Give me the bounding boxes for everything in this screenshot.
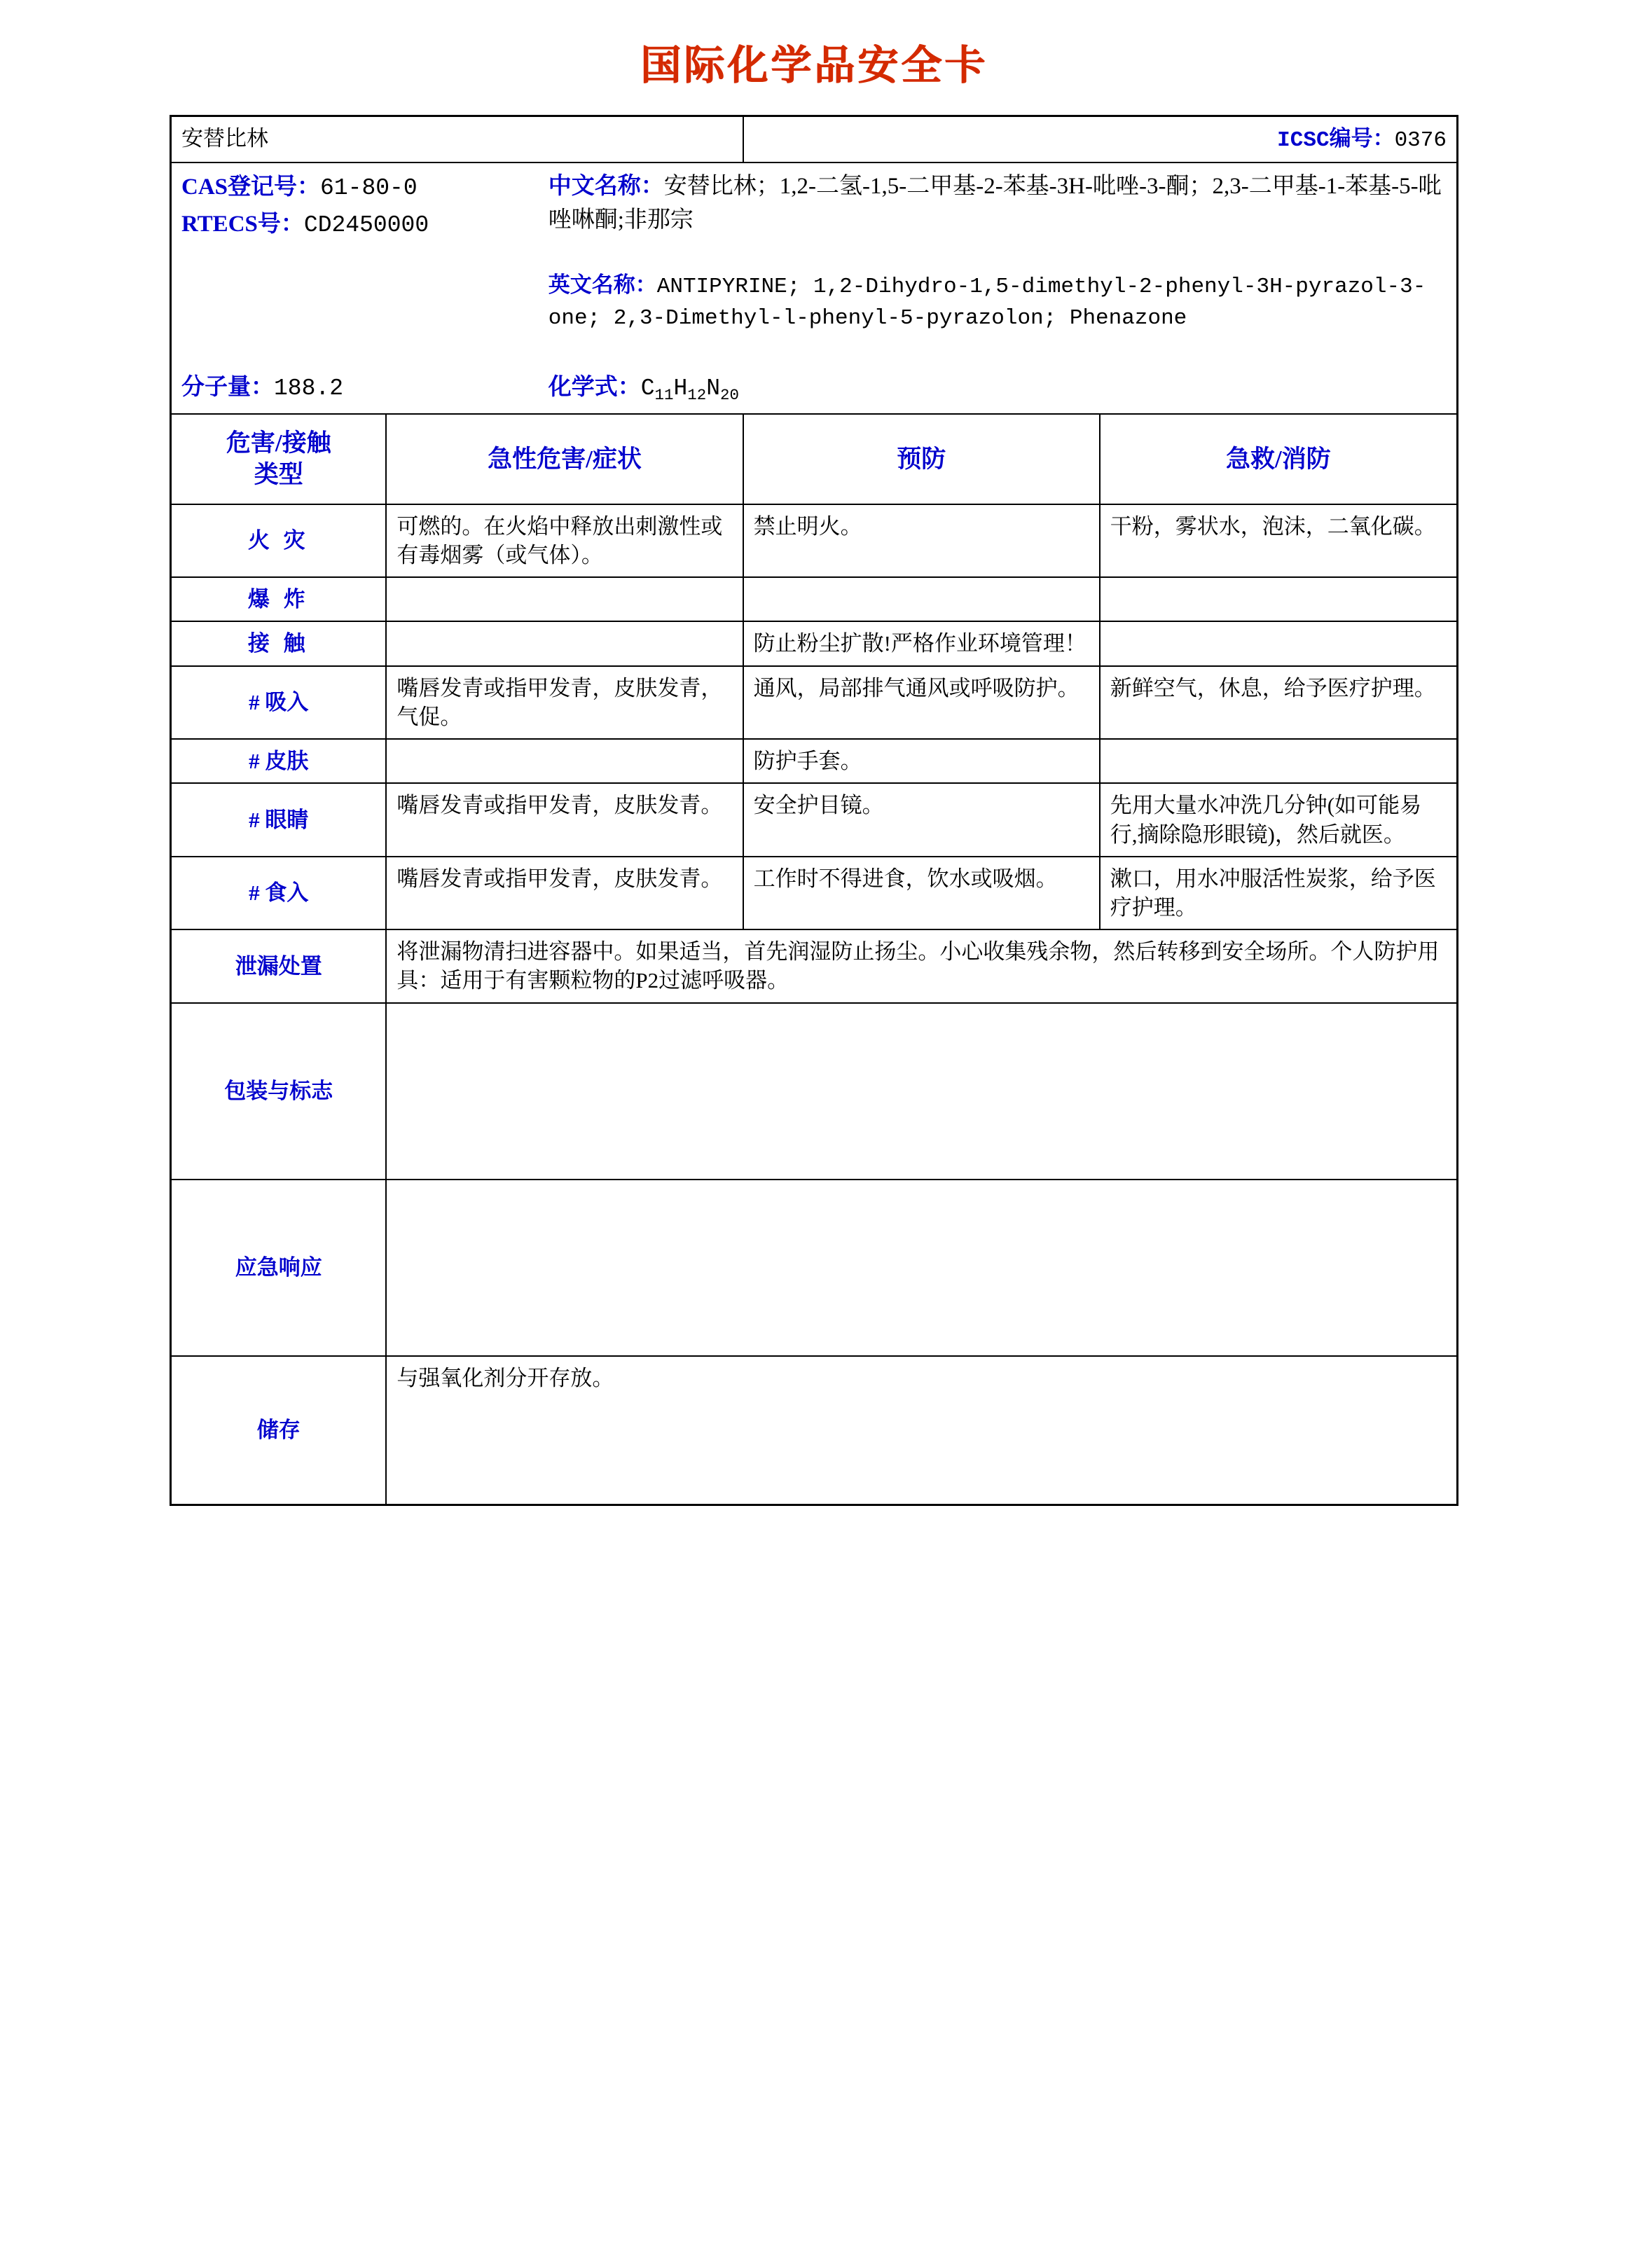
row-label-explosion: 爆 炸 <box>172 577 386 621</box>
cell-fire-firstaid: 干粉，雾状水，泡沫，二氧化碳。 <box>1100 504 1456 577</box>
rtecs-label: RTECS号： <box>181 211 304 237</box>
cell-ingestion-prevention: 工作时不得进食，饮水或吸烟。 <box>743 857 1100 929</box>
row-label-skin: # 皮肤 <box>172 739 386 783</box>
table-row <box>172 783 1456 856</box>
cell-ingestion-acute: 嘴唇发青或指甲发青，皮肤发青。 <box>386 857 743 929</box>
table-row <box>172 1356 1456 1504</box>
cell-exposure-acute <box>386 621 743 665</box>
cell-inhalation-acute: 嘴唇发青或指甲发青，皮肤发青，气促。 <box>386 666 743 739</box>
header-acute-hazards: 急性危害/症状 <box>386 414 743 504</box>
table-row <box>172 739 1456 783</box>
cell-fire-prevention: 禁止明火。 <box>743 504 1100 577</box>
mw-value: 188.2 <box>274 375 344 401</box>
row-label-fire: 火 灾 <box>172 504 386 577</box>
hazard-header-row <box>172 414 1456 504</box>
table-row <box>172 1003 1456 1180</box>
table-row <box>172 577 1456 621</box>
row-label-eyes: # 眼睛 <box>172 783 386 856</box>
cell-explosion-firstaid <box>1100 577 1456 621</box>
chinese-names-line <box>549 170 1447 237</box>
cell-ingestion-firstaid: 漱口，用水冲服活性炭浆，给予医疗护理。 <box>1100 857 1456 929</box>
molecular-weight-line <box>181 373 549 406</box>
icsc-number-cell <box>743 117 1456 163</box>
formula-value: $C_{11}H_{12}N_{20}$ <box>640 375 739 404</box>
cell-explosion-prevention <box>743 577 1100 621</box>
table-row <box>172 929 1456 1002</box>
icsc-label: ICSC编号： <box>1277 128 1395 153</box>
cas-label: CAS登记号： <box>181 174 321 200</box>
cell-exposure-prevention: 防止粉尘扩散!严格作业环境管理！ <box>743 621 1100 665</box>
document-title: 国际化学品安全卡 <box>640 43 988 88</box>
row-label-storage: 储存 <box>172 1356 386 1504</box>
cn-names-value: 安替比林；1,2-二氢-1,5-二甲基-2-苯基-3H-吡唑-3-酮；2,3-二甲基-1-苯基-5-吡唑啉酮;非那宗 <box>548 174 1442 233</box>
icsc-value: 0376 <box>1394 128 1447 153</box>
cell-packaging-content <box>386 1003 1456 1180</box>
english-names-line <box>549 270 1447 335</box>
rtecs-line <box>181 207 549 243</box>
row-label-exposure: 接 触 <box>172 621 386 665</box>
cell-skin-prevention: 防护手套。 <box>743 739 1100 783</box>
table-row <box>172 621 1456 665</box>
header-prevention: 预防 <box>743 414 1100 504</box>
en-names-value: ANTIPYRINE; 1,2-Dihydro-1,5-dimethyl-2-phenyl-3H-pyrazol-3-one; 2,3-Dimethyl-l-phenyl-5-pyrazolon; Phenazone <box>548 274 1426 331</box>
cell-fire-acute: 可燃的。在火焰中释放出刺激性或有毒烟雾（或气体）。 <box>386 504 743 577</box>
identification-block <box>172 163 1456 414</box>
cas-value: 61-80-0 <box>320 175 418 202</box>
cn-name-label: 中文名称： <box>548 174 664 200</box>
formula-label: 化学式： <box>548 374 641 400</box>
page <box>0 32 1628 2268</box>
card-header-row <box>172 117 1456 163</box>
cas-line <box>181 170 549 206</box>
cell-eyes-prevention: 安全护目镜。 <box>743 783 1100 856</box>
table-row <box>172 1180 1456 1356</box>
cell-spillage-content: 将泄漏物清扫进容器中。如果适当，首先润湿防止扬尘。小心收集残余物，然后转移到安全场所。个人防护用具：适用于有害颗粒物的P2过滤呼吸器。 <box>386 929 1456 1002</box>
row-label-ingestion: # 食入 <box>172 857 386 929</box>
table-row <box>172 857 1456 929</box>
safety-card <box>170 115 1458 1506</box>
cell-eyes-acute: 嘴唇发青或指甲发青，皮肤发青。 <box>386 783 743 856</box>
substance-name: 安替比林 <box>172 117 743 163</box>
rtecs-value: CD2450000 <box>303 212 429 238</box>
cell-skin-firstaid <box>1100 739 1456 783</box>
cell-storage-content: 与强氧化剂分开存放。 <box>386 1356 1456 1504</box>
identification-row <box>172 163 1456 414</box>
en-name-label: 英文名称： <box>548 272 657 297</box>
cell-explosion-acute <box>386 577 743 621</box>
cell-exposure-firstaid <box>1100 621 1456 665</box>
formula-line <box>549 373 1447 406</box>
header-hazard-type: 危害/接触 类型 <box>172 414 386 504</box>
table-row <box>172 504 1456 577</box>
cell-inhalation-firstaid: 新鲜空气，休息，给予医疗护理。 <box>1100 666 1456 739</box>
safety-card-table <box>172 117 1456 1504</box>
cell-emergency-content <box>386 1180 1456 1356</box>
registry-numbers <box>181 170 549 335</box>
mw-label: 分子量： <box>181 374 274 400</box>
table-row <box>172 666 1456 739</box>
row-label-inhalation: # 吸入 <box>172 666 386 739</box>
row-label-packaging: 包装与标志 <box>172 1003 386 1180</box>
row-label-spillage: 泄漏处置 <box>172 929 386 1002</box>
cell-inhalation-prevention: 通风，局部排气通风或呼吸防护。 <box>743 666 1100 739</box>
cell-eyes-firstaid: 先用大量水冲洗几分钟(如可能易行,摘除隐形眼镜)，然后就医。 <box>1100 783 1456 856</box>
names-block <box>549 170 1447 335</box>
row-label-emergency: 应急响应 <box>172 1180 386 1356</box>
header-first-aid: 急救/消防 <box>1100 414 1456 504</box>
cell-skin-acute <box>386 739 743 783</box>
